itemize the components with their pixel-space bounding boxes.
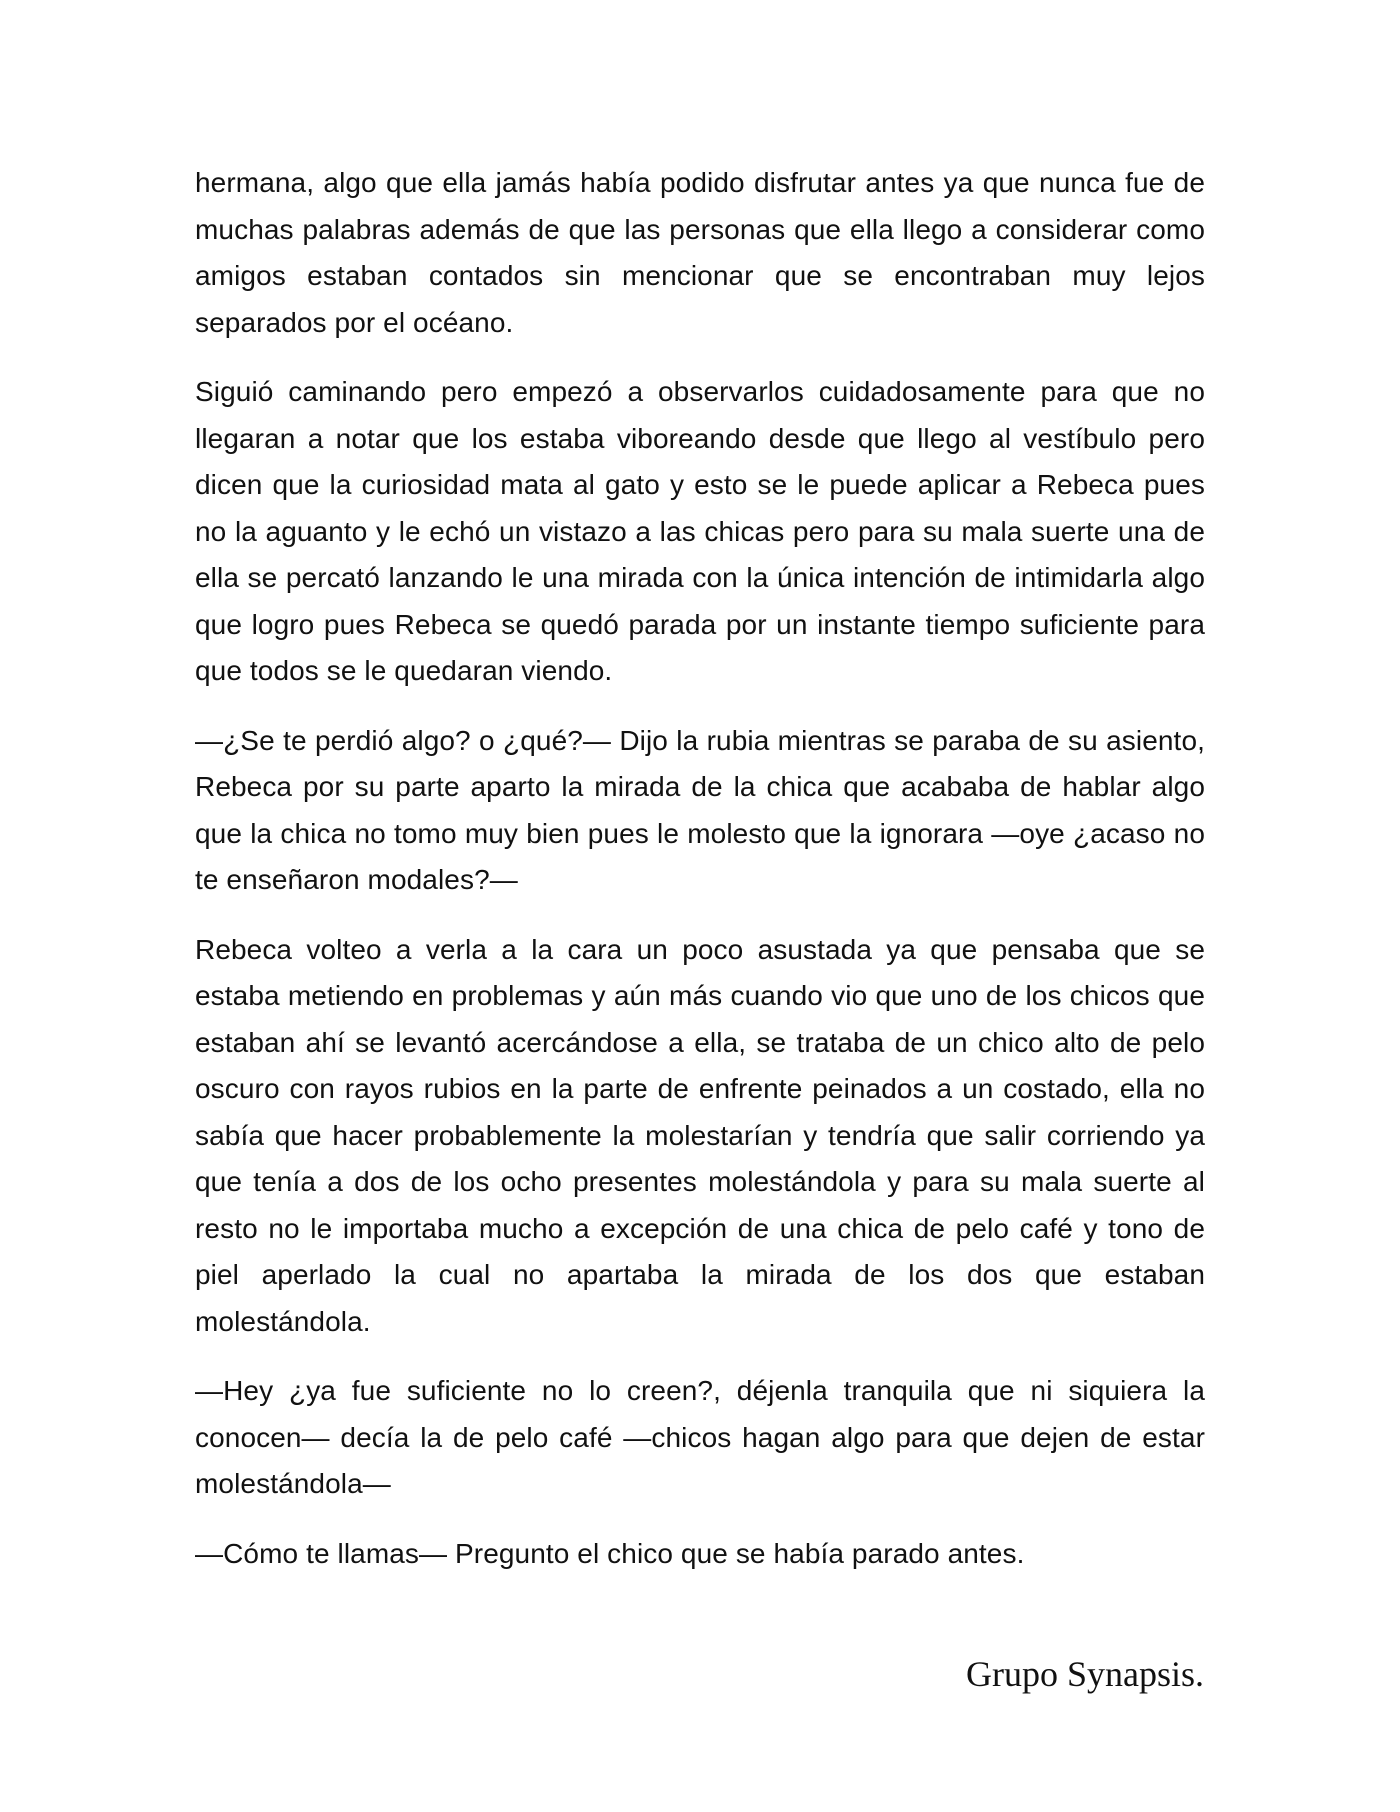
paragraph-5: —Hey ¿ya fue suficiente no lo creen?, déjenla tranquila que ni siquiera la conocen— decía la de pelo café —chicos hagan algo para que dejen de estar molestándola— xyxy=(195,1375,1205,1499)
paragraph-4: Rebeca volteo a verla a la cara un poco asustada ya que pensaba que se estaba metiendo en problemas y aún más cuando vio que uno de los chicos que estaban ahí se levantó acercándose a ella, se trataba de un chico alto de pelo oscuro con rayos rubios en la parte de enfrente peinados a un costado, ella no sabía que hacer probablemente la molestarían y tendría que salir corriendo ya que tenía a dos de los ocho presentes molestándola y para su mala suerte al resto no le importaba mucho a excepción de una chica de pelo café y tono de piel aperlado la cual no apartaba la mirada de los dos que estaban molestándola. xyxy=(195,933,1205,1337)
paragraph-2: Siguió caminando pero empezó a observarlos cuidadosamente para que no llegaran a notar que los estaba viboreando desde que llego al vestíbulo pero dicen que la curiosidad mata al gato y esto se le puede aplicar a Rebeca pues no la aguanto y le echó un vistazo a las chicas pero para su mala suerte una de ella se percató lanzando le una mirada con la única intención de intimidarla algo que logro pues Rebeca se quedó parada por un instante tiempo suficiente para que todos se le quedaran viendo. xyxy=(195,376,1205,686)
footer-signature: Grupo Synapsis. xyxy=(965,1654,1204,1694)
body-text xyxy=(195,160,1205,1600)
paragraph-3: —¿Se te perdió algo? o ¿qué?— Dijo la rubia mientras se paraba de su asiento, Rebeca por su parte aparto la mirada de la chica que acababa de hablar algo que la chica no tomo muy bien pues le molesto que la ignorara —oye ¿acaso no te enseñaron modales?— xyxy=(195,724,1205,895)
paragraph-1: hermana, algo que ella jamás había podido disfrutar antes ya que nunca fue de muchas palabras además de que las personas que ella llego a considerar como amigos estaban contados sin mencionar que se encontraban muy lejos separados por el océano. xyxy=(195,167,1205,338)
paragraph-6: —Cómo te llamas— Pregunto el chico que se había parado antes. xyxy=(195,1537,1025,1569)
